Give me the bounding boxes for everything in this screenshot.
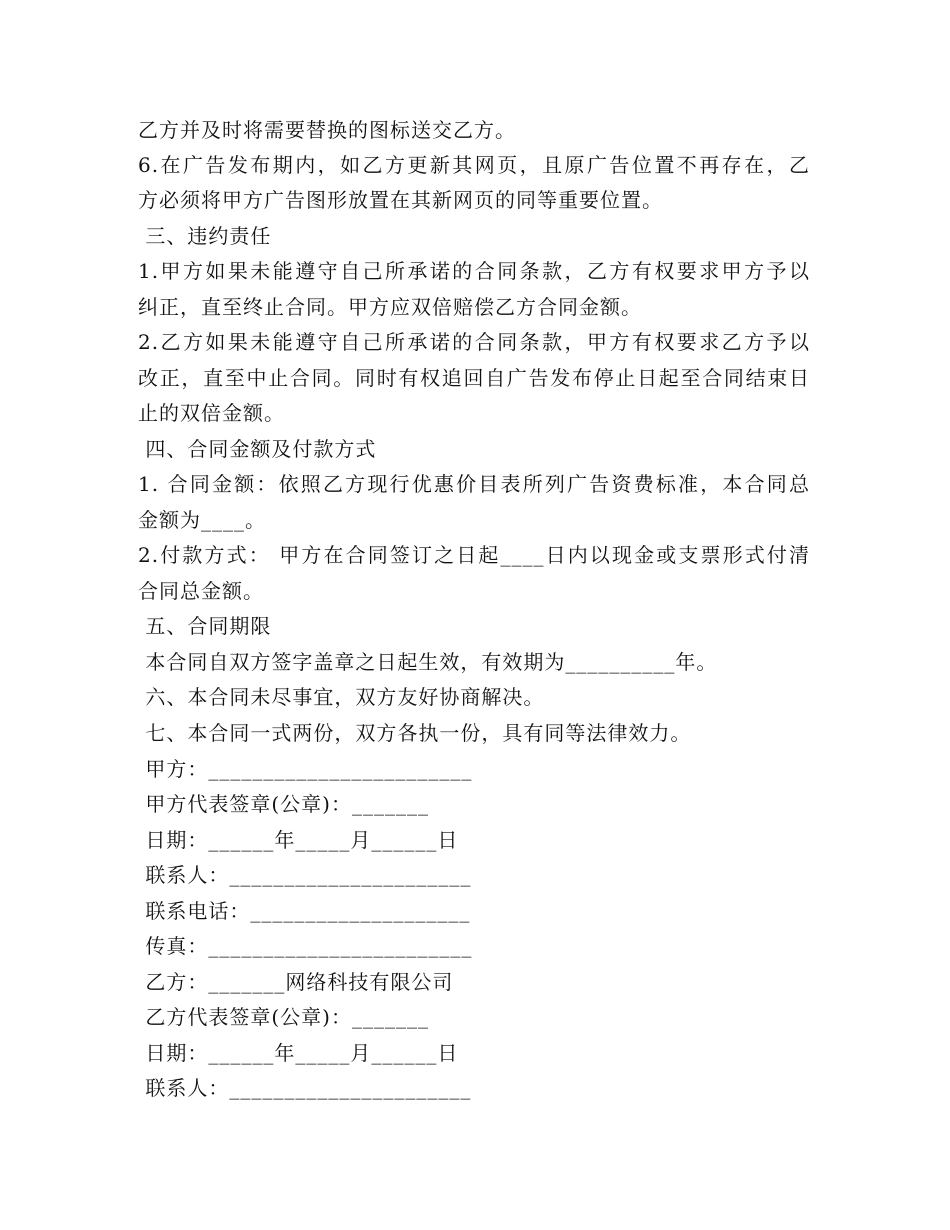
date-field-party-a: 日期：______年_____月______日	[138, 828, 459, 852]
section-heading: 四、合同金额及付款方式	[138, 437, 377, 461]
text-line: 2.乙方如果未能遵守自己所承诺的合同条款，甲方有权要求乙方予以	[138, 330, 810, 354]
text-line: 七、本合同一式两份，双方各执一份，具有同等法律效力。	[138, 721, 692, 745]
text-line: 方必须将甲方广告图形放置在其新网页的同等重要位置。	[138, 188, 663, 212]
signature-field-party-a-seal: 甲方代表签章(公章)：_______	[138, 792, 429, 816]
text-line: 止的双倍金额。	[138, 401, 285, 425]
date-field-party-b: 日期：______年_____月______日	[138, 1041, 459, 1065]
text-line: 六、本合同未尽事宜，双方友好协商解决。	[138, 685, 545, 709]
section-heading: 五、合同期限	[138, 614, 272, 638]
text-line: 6.在广告发布期内，如乙方更新其网页，且原广告位置不再存在，乙	[138, 153, 810, 177]
text-line: 本合同自双方签字盖章之日起生效，有效期为__________年。	[138, 650, 718, 674]
signature-field-party-b-seal: 乙方代表签章(公章)：_______	[138, 1005, 429, 1029]
signature-field-party-a: 甲方：________________________	[138, 757, 473, 781]
text-line: 1. 合同金额：依照乙方现行优惠价目表所列广告资费标准，本合同总	[138, 472, 810, 496]
text-line: 纠正，直至终止合同。甲方应双倍赔偿乙方合同金额。	[138, 295, 642, 319]
text-line: 2.付款方式： 甲方在合同签订之日起____日内以现金或支票形式付清	[138, 543, 810, 567]
phone-field-party-a: 联系电话：____________________	[138, 899, 471, 923]
section-heading: 三、违约责任	[138, 224, 272, 248]
text-line: 合同总金额。	[138, 579, 264, 603]
text-line: 金额为____。	[138, 508, 266, 532]
text-line: 改正，直至中止合同。同时有权追回自广告发布停止日起至合同结束日	[138, 366, 810, 390]
contact-field-party-b: 联系人：______________________	[138, 1076, 472, 1100]
contact-field-party-a: 联系人：______________________	[138, 863, 472, 887]
signature-field-party-b: 乙方：_______网络科技有限公司	[138, 970, 454, 994]
text-line: 乙方并及时将需要替换的图标送交乙方。	[138, 118, 516, 142]
text-line: 1.甲方如果未能遵守自己所承诺的合同条款，乙方有权要求甲方予以	[138, 259, 810, 283]
fax-field-party-a: 传真：________________________	[138, 934, 473, 958]
